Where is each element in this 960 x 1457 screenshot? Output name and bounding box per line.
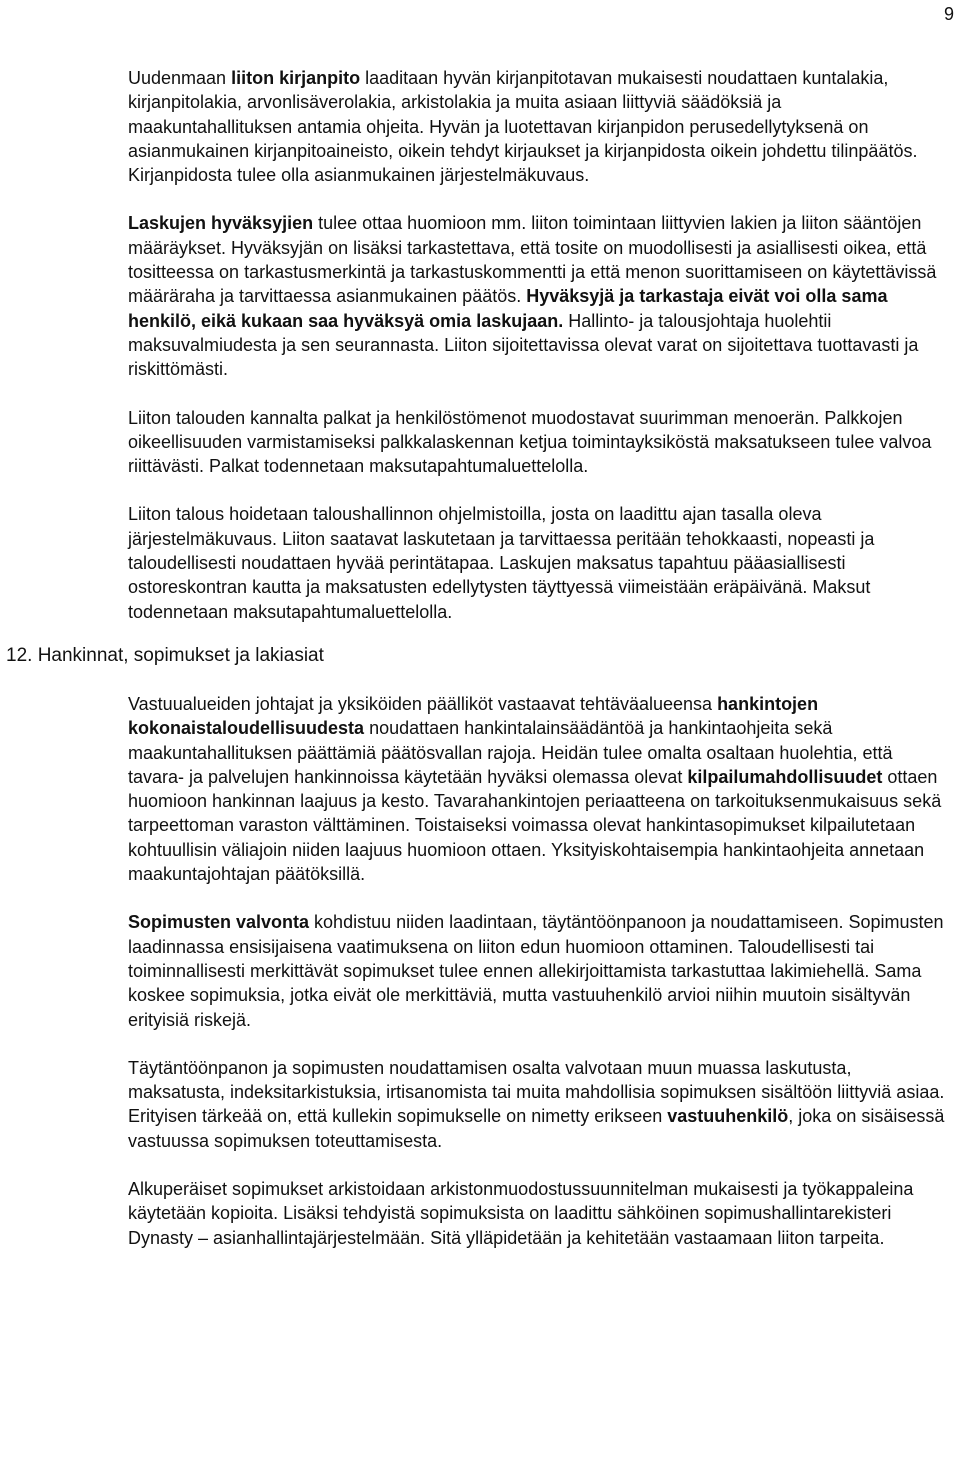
paragraph-gap	[128, 886, 946, 910]
text-run: Alkuperäiset sopimukset arkistoidaan arkistonmuodostussuunnitelman mukaisesti ja työkappaleina käytetään kopioita. Lisäksi tehdyistä sopimuksista on laadittu sähköinen sopimushallintarekisteri Dynasty – asianhallintajärjestelmään. Sitä ylläpidetään ja kehitetään vastaamaan liiton tarpeita.	[128, 1178, 914, 1248]
paragraph-accounting	[128, 66, 946, 187]
bold-term: liiton kirjanpito	[231, 68, 361, 88]
text-run: ottaen huomioon hankinnan laajuus ja kesto. Tavarahankintojen periaatteena on tarkoituksenmukaisuus sekä tarpeettoman varaston välttäminen. Toistaiseksi voimassa olevat hankintasopimukset kilpailutetaan kohtuullisin väliajoin niiden laajuus huomioon ottaen. Yksityiskohtaisempia hankintaohjeita annetaan maakuntajohtajan päätöksillä.	[128, 766, 942, 885]
text-run: Täytäntöönpanon ja sopimusten noudattamisen osalta valvotaan muun muassa laskutusta, maksatusta, indeksitarkistuksia, irtisanomista tai muita mahdollisia sopimuksen sisältöön liittyviä asiaa. Erityisen tärkeää on, että kullekin sopimukselle on nimetty erikseen	[128, 1057, 945, 1127]
heading-gap	[128, 668, 946, 692]
paragraph-gap	[128, 187, 946, 211]
text-run: kohdistuu niiden laadintaan, täytäntöönpanoon ja noudattamiseen. Sopimusten laadinnassa ensisijaisena vaatimuksena on liiton edun huomioon ottaminen. Taloudellisesti tai toiminnallisesti merkittävät sopimukset tulee ennen allekirjoittamista tarkastuttaa lakimiehellä. Sama koskee sopimuksia, jotka eivät ole merkittäviä, mutta vastuuhenkilö arvioi niihin muutoin sisältyvän erityisiä riskejä.	[128, 912, 944, 1030]
text-run: Liiton talouden kannalta palkat ja henkilöstömenot muodostavat suurimman menoerän. Palkkojen oikeellisuuden varmistamiseksi palkkalaskennan ketjua toimintayksiköstä maksatukseen tulee valvoa riittävästi. Palkat todennetaan maksutapahtumaluettelolla.	[128, 407, 932, 477]
text-run: tulee ottaa huomioon mm. liiton toimintaan liittyvien lakien ja liiton sääntöjen määräykset. Hyväksyjän on lisäksi tarkastettava, että tosite on muodollisesti ja asiallisesti oikea, että tositteessa on tarkastusmerkintä ja tarkastuskommentti ja että menon suorittamiseen on käytettävissä määräraha ja tarvittaessa asianmukainen päätös.	[128, 213, 937, 307]
paragraph-financial-software	[128, 502, 946, 623]
paragraph-contract-supervision	[128, 910, 946, 1031]
section-heading-12: 12. Hankinnat, sopimukset ja lakiasiat	[6, 644, 324, 666]
page-number: 9	[943, 4, 954, 24]
bold-term: hankintojen kokonaistaloudellisuudesta	[128, 693, 819, 739]
text-run: laaditaan hyvän kirjanpitotavan mukaisesti noudattaen kuntalakia, kirjanpitolakia, arvonlisäverolakia, arkistolakia ja muita asiaan liittyviä säädöksiä ja maakuntahallituksen antamia ohjeita. Hyvän ja luotettavan kirjanpidon perusedellytyksenä on asianmukainen kirjanpitoaineisto, oikein tehdyt kirjaukset ja kirjanpidosta oikein johdettu tilinpäätös. Kirjanpidosta tulee olla asianmukainen järjestelmäkuvaus.	[128, 68, 918, 186]
text-run: Liiton talous hoidetaan taloushallinnon ohjelmistoilla, josta on laadittu ajan tasalla oleva järjestelmäkuvaus. Liiton saatavat laskutetaan ja tarvittaessa peritään tehokkaasti, nopeasti ja taloudellisesti noudattaen hyvää perintätapaa. Laskujen maksatus tapahtuu pääasiallisesti ostoreskontran kautta ja maksatusten edellytysten täyttyessä viimeistään eräpäivänä. Maksut todennetaan maksutapahtumaluettelolla.	[128, 504, 875, 622]
text-run: noudattaen hankintalainsäädäntöä ja hankintaohjeita sekä maakuntahallituksen päättämiä päätösvallan rajoja. Heidän tulee omalta osaltaan huolehtia, että tavara- ja palvelujen hankinnoissa käytetään hyväksi olemassa olevat	[128, 718, 893, 787]
text-run: Vastuualueiden johtajat ja yksiköiden päälliköt vastaavat tehtäväalueensa	[128, 693, 718, 714]
bold-term: Sopimusten valvonta	[128, 912, 310, 933]
paragraph-contract-archiving	[128, 1177, 946, 1250]
text-run: Hallinto- ja talousjohtaja huolehtii maksuvalmiudesta ja sen seurannasta. Liiton sijoitettavissa olevat varat on sijoitettava tuottavasti ja riskittömästi.	[128, 310, 919, 380]
document-body	[6, 66, 946, 1250]
bold-term: Laskujen hyväksyjien	[128, 213, 314, 234]
paragraph-invoice-approvers	[128, 211, 946, 381]
bold-term: vastuuhenkilö	[667, 1106, 789, 1127]
text-run: Uudenmaan	[128, 68, 232, 88]
paragraph-gap	[128, 1032, 946, 1056]
paragraph-gap	[128, 382, 946, 406]
text-run: , joka on sisäisessä vastuussa sopimuksen toteuttamisesta.	[128, 1106, 945, 1151]
paragraph-salaries	[128, 406, 946, 479]
paragraph-gap	[128, 478, 946, 502]
bold-term: kilpailumahdollisuudet	[687, 766, 883, 787]
paragraph-procurement	[128, 692, 946, 886]
paragraph-gap	[128, 1153, 946, 1177]
bold-statement: Hyväksyjä ja tarkastaja eivät voi olla sama henkilö, eikä kukaan saa hyväksyä omia laskujaan.	[128, 286, 888, 331]
paragraph-contract-implementation	[128, 1056, 946, 1153]
